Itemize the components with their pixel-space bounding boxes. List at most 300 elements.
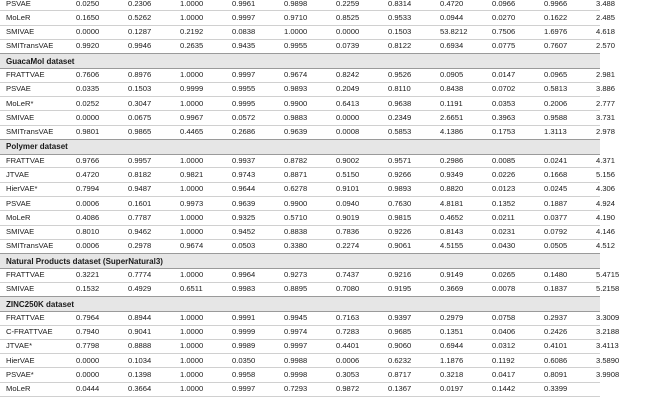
metric-cell: 0.8717 (388, 370, 412, 380)
table-row (0, 25, 616, 40)
metric-cell: 0.0702 (492, 84, 516, 94)
metric-cell: 0.1622 (544, 12, 568, 22)
metric-cell: 0.7994 (76, 184, 100, 194)
metric-cell: 0.3669 (440, 284, 464, 294)
metric-cell: 0.7506 (492, 27, 516, 37)
model-name: PSVAE (6, 0, 31, 8)
metric-cell: 0.0000 (76, 27, 100, 37)
metric-cell: 0.9149 (440, 270, 464, 280)
metric-cell: 0.7283 (336, 327, 360, 337)
metric-cell: 0.0965 (544, 70, 568, 80)
metric-cell: 0.7774 (128, 270, 152, 280)
metric-cell: 0.1192 (492, 355, 515, 365)
metric-cell: 0.0417 (492, 370, 516, 380)
metric-cell: 0.0085 (492, 155, 516, 165)
table-row (0, 353, 620, 368)
metric-cell: 0.4101 (544, 341, 568, 351)
section-title: Polymer dataset (6, 142, 68, 152)
metric-cell: 0.7606 (76, 70, 100, 80)
metric-cell: 0.9961 (232, 0, 256, 8)
model-name: FRATTVAE (6, 270, 45, 280)
metric-cell: 0.0006 (76, 198, 100, 208)
metric-cell: 0.9998 (284, 370, 308, 380)
metric-cell: 0.4401 (336, 341, 360, 351)
metric-cell: 1.0000 (180, 98, 204, 108)
metric-cell: 0.9997 (232, 70, 256, 80)
metric-cell: 0.9674 (180, 241, 204, 251)
metric-cell: 53.8212 (440, 27, 468, 37)
section-title: ZINC250K dataset (6, 299, 75, 309)
model-name: SMITransVAE (6, 41, 54, 51)
metric-cell: 0.9872 (336, 384, 360, 394)
metric-cell: 2.978 (596, 127, 616, 137)
metric-cell: 0.9266 (388, 170, 412, 180)
metric-cell: 0.9999 (232, 327, 256, 337)
metric-cell: 1.0000 (180, 0, 204, 8)
model-name: SMIVAE (6, 112, 35, 122)
metric-cell: 0.2192 (180, 27, 204, 37)
metric-cell: 0.0006 (76, 241, 100, 251)
model-name: SMITransVAE (6, 127, 54, 137)
model-name: PSVAE (6, 84, 31, 94)
metric-cell: 0.5150 (336, 170, 360, 180)
metric-cell: 0.7964 (76, 312, 100, 322)
metric-cell: 0.9821 (180, 170, 204, 180)
metric-cell: 3.488 (596, 0, 616, 8)
metric-cell: 0.1503 (388, 27, 412, 37)
metric-cell: 0.2349 (388, 112, 412, 122)
metric-cell: 0.7293 (284, 384, 308, 394)
metric-cell: 0.0350 (232, 355, 256, 365)
model-name: SMITransVAE (6, 241, 54, 251)
section-title: Natural Products dataset (SuperNatural3) (6, 256, 163, 266)
metric-cell: 1.0000 (180, 312, 204, 322)
metric-cell: 1.3113 (544, 127, 567, 137)
metric-cell: 0.9397 (388, 312, 412, 322)
metric-cell: 0.2686 (232, 127, 256, 137)
metric-cell: 0.8782 (284, 155, 308, 165)
metric-cell: 1.0000 (180, 355, 204, 365)
metric-cell: 0.1191 (440, 98, 463, 108)
table-row (0, 282, 620, 297)
metric-cell: 3.2188 (596, 327, 620, 337)
model-name: PSVAE* (6, 370, 34, 380)
metric-cell: 3.4113 (596, 341, 619, 351)
metric-cell: 0.1034 (128, 355, 152, 365)
metric-cell: 0.5710 (284, 212, 308, 222)
metric-cell: 0.1351 (440, 327, 464, 337)
metric-cell: 0.9638 (388, 98, 412, 108)
metric-cell: 0.8820 (440, 184, 464, 194)
metric-cell: 0.1837 (544, 284, 568, 294)
metric-cell: 0.2978 (128, 241, 152, 251)
metric-cell: 0.9435 (232, 41, 256, 51)
metric-cell: 0.8010 (76, 227, 100, 237)
metric-cell: 0.6278 (284, 184, 308, 194)
metric-cell: 0.5813 (544, 84, 568, 94)
model-name: MoLeR* (6, 98, 34, 108)
metric-cell: 3.3009 (596, 312, 620, 322)
metric-cell: 0.9865 (128, 127, 152, 137)
metric-cell: 0.0940 (336, 198, 360, 208)
section-title: GuacaMol dataset (6, 56, 75, 66)
table-row (0, 310, 620, 325)
metric-cell: 0.8110 (388, 84, 411, 94)
metric-cell: 0.9955 (284, 41, 308, 51)
metric-cell: 0.9988 (284, 355, 308, 365)
metric-cell: 1.0000 (180, 370, 204, 380)
metric-cell: 2.777 (596, 98, 616, 108)
metric-cell: 0.9983 (232, 284, 256, 294)
metric-cell: 0.1887 (544, 198, 568, 208)
metric-cell: 0.2259 (336, 0, 360, 8)
metric-cell: 0.0123 (492, 184, 516, 194)
table-row (0, 96, 616, 111)
model-name: JTVAE (6, 170, 30, 180)
metric-cell: 0.9041 (128, 327, 152, 337)
metric-cell: 0.0252 (76, 98, 100, 108)
metric-cell: 0.9216 (388, 270, 412, 280)
metric-cell: 2.6651 (440, 112, 464, 122)
metric-cell: 0.2274 (336, 241, 360, 251)
model-name: JTVAE* (6, 341, 33, 351)
metric-cell: 0.9898 (284, 0, 308, 8)
metric-cell: 0.9002 (336, 155, 360, 165)
metric-cell: 0.5262 (128, 12, 152, 22)
metric-cell: 0.0008 (336, 127, 360, 137)
metric-cell: 0.0503 (232, 241, 256, 251)
metric-cell: 0.8242 (336, 70, 360, 80)
metric-cell: 0.2426 (544, 327, 568, 337)
metric-cell: 0.9964 (232, 270, 256, 280)
metric-cell: 0.9710 (284, 12, 308, 22)
metric-cell: 0.0406 (492, 327, 516, 337)
metric-cell: 0.2937 (544, 312, 568, 322)
model-name: HierVAE (6, 355, 35, 365)
metric-cell: 0.0000 (76, 112, 100, 122)
table-row (0, 82, 616, 97)
metric-cell: 0.9462 (128, 227, 152, 237)
metric-cell: 5.2158 (596, 284, 620, 294)
metric-cell: 5.4715 (596, 270, 620, 280)
metric-cell: 4.618 (596, 27, 616, 37)
model-name: MoLeR (6, 384, 31, 394)
metric-cell: 4.8181 (440, 198, 464, 208)
metric-cell: 1.0000 (180, 184, 204, 194)
model-name: FRATTVAE (6, 155, 45, 165)
metric-cell: 0.9991 (232, 312, 256, 322)
metric-cell: 0.9997 (232, 384, 256, 394)
model-name: HierVAE* (6, 184, 38, 194)
metric-cell: 0.1503 (128, 84, 152, 94)
metric-cell: 0.9061 (388, 241, 412, 251)
metric-cell: 0.1480 (544, 270, 568, 280)
metric-cell: 0.0226 (492, 170, 516, 180)
metric-cell: 0.0377 (544, 212, 568, 222)
metric-cell: 0.1753 (492, 127, 516, 137)
metric-cell: 4.924 (596, 198, 616, 208)
metric-cell: 0.0944 (440, 12, 464, 22)
metric-cell: 0.9893 (388, 184, 412, 194)
metric-cell: 0.0250 (76, 0, 100, 8)
model-name: C-FRATTVAE (6, 327, 53, 337)
metric-cell: 5.156 (596, 170, 616, 180)
metric-cell: 0.6511 (180, 284, 203, 294)
metric-cell: 0.0792 (544, 227, 568, 237)
metric-cell: 0.8091 (544, 370, 568, 380)
metric-cell: 0.0078 (492, 284, 516, 294)
metric-cell: 0.0245 (544, 184, 568, 194)
table-row (0, 125, 616, 140)
metric-cell: 0.6232 (388, 355, 412, 365)
metric-cell: 0.2006 (544, 98, 568, 108)
metric-cell: 0.9955 (232, 84, 256, 94)
table-row (0, 267, 620, 282)
metric-cell: 0.4465 (180, 127, 204, 137)
metric-cell: 0.9195 (388, 284, 412, 294)
metric-cell: 1.0000 (180, 270, 204, 280)
metric-cell: 0.1601 (128, 198, 152, 208)
metric-cell: 0.0353 (492, 98, 516, 108)
metric-cell: 0.9973 (180, 198, 204, 208)
metric-cell: 0.3963 (492, 112, 516, 122)
metric-cell: 0.9325 (232, 212, 256, 222)
table-row (0, 239, 616, 254)
metric-cell: 0.9273 (284, 270, 308, 280)
metric-cell: 0.9639 (284, 127, 308, 137)
metric-cell: 0.0147 (492, 70, 516, 80)
metric-cell: 4.146 (596, 227, 616, 237)
metric-cell: 1.1876 (440, 355, 464, 365)
metric-cell: 4.512 (596, 241, 616, 251)
metric-cell: 0.3053 (336, 370, 360, 380)
table-row (0, 382, 600, 397)
metric-cell: 0.7836 (336, 227, 360, 237)
metric-cell: 0.0966 (492, 0, 516, 8)
metric-cell: 0.7437 (336, 270, 360, 280)
metric-cell: 0.7787 (128, 212, 152, 222)
metric-cell: 0.3399 (544, 384, 568, 394)
metric-cell: 1.0000 (180, 384, 204, 394)
metric-cell: 0.4720 (440, 0, 464, 8)
metric-cell: 0.8895 (284, 284, 308, 294)
metric-cell: 0.0241 (544, 155, 568, 165)
metric-cell: 0.9957 (128, 155, 152, 165)
metric-cell: 0.0197 (440, 384, 464, 394)
table-row (0, 210, 616, 225)
metric-cell: 1.0000 (284, 27, 308, 37)
metric-cell: 0.9452 (232, 227, 256, 237)
metric-cell: 0.9997 (232, 12, 256, 22)
metric-cell: 0.8438 (440, 84, 464, 94)
metric-cell: 0.9966 (544, 0, 568, 8)
model-name: MoLeR (6, 212, 31, 222)
metric-cell: 0.8976 (128, 70, 152, 80)
metric-cell: 0.9900 (284, 98, 308, 108)
metric-cell: 0.9945 (284, 312, 308, 322)
metric-cell: 4.5155 (440, 241, 464, 251)
metric-cell: 4.190 (596, 212, 616, 222)
metric-cell: 0.7630 (388, 198, 412, 208)
metric-cell: 0.9974 (284, 327, 308, 337)
metric-cell: 0.9946 (128, 41, 152, 51)
metric-cell: 4.371 (596, 155, 616, 165)
metric-cell: 0.7080 (336, 284, 360, 294)
metric-cell: 4.1386 (440, 127, 464, 137)
metric-cell: 0.9958 (232, 370, 256, 380)
metric-cell: 0.5853 (388, 127, 412, 137)
metric-cell: 0.9997 (284, 341, 308, 351)
table-row (0, 325, 620, 340)
metric-cell: 0.8143 (440, 227, 464, 237)
metric-cell: 0.6934 (440, 41, 464, 51)
metric-cell: 0.0000 (76, 355, 100, 365)
model-name: FRATTVAE (6, 70, 45, 80)
metric-cell: 2.570 (596, 41, 616, 51)
metric-cell: 2.485 (596, 12, 616, 22)
metric-cell: 0.8314 (388, 0, 412, 8)
metric-cell: 0.3218 (440, 370, 464, 380)
model-name: MoLeR (6, 12, 31, 22)
metric-cell: 0.1650 (76, 12, 100, 22)
metric-cell: 0.0270 (492, 12, 516, 22)
metric-cell: 0.2306 (128, 0, 152, 8)
metric-cell: 0.9533 (388, 12, 412, 22)
metric-cell: 0.0430 (492, 241, 516, 251)
metric-cell: 0.0444 (76, 384, 100, 394)
metric-cell: 0.0572 (232, 112, 256, 122)
metric-cell: 0.8122 (388, 41, 412, 51)
metric-cell: 0.9644 (232, 184, 256, 194)
metric-cell: 0.0739 (336, 41, 360, 51)
table-row (0, 196, 616, 211)
metric-cell: 0.9101 (336, 184, 360, 194)
metric-cell: 1.0000 (180, 341, 204, 351)
metric-cell: 0.9999 (180, 84, 204, 94)
metric-cell: 0.0505 (544, 241, 568, 251)
metric-cell: 1.0000 (180, 155, 204, 165)
metric-cell: 0.9226 (388, 227, 412, 237)
metric-cell: 0.6944 (440, 341, 464, 351)
table-row (0, 367, 620, 382)
metric-cell: 0.0000 (76, 370, 100, 380)
metric-cell: 0.1287 (128, 27, 152, 37)
metric-cell: 0.1367 (388, 384, 412, 394)
table-row (0, 110, 616, 125)
metric-cell: 0.1668 (544, 170, 568, 180)
metric-cell: 1.0000 (180, 70, 204, 80)
metric-cell: 0.9801 (76, 127, 100, 137)
metric-cell: 0.0838 (232, 27, 256, 37)
metric-cell: 0.1442 (492, 384, 516, 394)
metric-cell: 0.2049 (336, 84, 360, 94)
metric-cell: 0.8888 (128, 341, 152, 351)
table-row (0, 182, 616, 197)
metric-cell: 0.3664 (128, 384, 152, 394)
metric-cell: 0.9487 (128, 184, 152, 194)
table-row (0, 225, 616, 240)
metric-cell: 0.7940 (76, 327, 100, 337)
metric-cell: 0.0758 (492, 312, 516, 322)
metric-cell: 3.731 (596, 112, 616, 122)
metric-cell: 0.1532 (76, 284, 100, 294)
table-row (0, 339, 619, 354)
metric-cell: 0.9639 (232, 198, 256, 208)
metric-cell: 0.8871 (284, 170, 308, 180)
model-name: PSVAE (6, 198, 31, 208)
metric-cell: 0.4086 (76, 212, 100, 222)
metric-cell: 0.9893 (284, 84, 308, 94)
metric-cell: 0.8525 (336, 12, 360, 22)
model-name: SMIVAE (6, 227, 35, 237)
metric-cell: 3.9908 (596, 370, 620, 380)
metric-cell: 0.9674 (284, 70, 308, 80)
metric-cell: 0.9019 (336, 212, 360, 222)
metric-cell: 0.9349 (440, 170, 464, 180)
metric-cell: 0.3221 (76, 270, 100, 280)
metric-cell: 0.0000 (336, 112, 360, 122)
table-row (0, 67, 616, 82)
metric-cell: 1.6976 (544, 27, 568, 37)
metric-cell: 0.8182 (128, 170, 152, 180)
metric-cell: 0.0905 (440, 70, 464, 80)
metric-cell: 0.9526 (388, 70, 412, 80)
metric-cell: 2.981 (596, 70, 616, 80)
table-row (0, 153, 616, 168)
metric-cell: 0.0231 (492, 227, 516, 237)
metric-cell: 0.9743 (232, 170, 256, 180)
metric-cell: 0.6413 (336, 98, 360, 108)
metric-cell: 4.306 (596, 184, 616, 194)
metric-cell: 0.4720 (76, 170, 100, 180)
metric-cell: 0.6086 (544, 355, 568, 365)
metric-cell: 0.0775 (492, 41, 516, 51)
metric-cell: 0.3380 (284, 241, 308, 251)
metric-cell: 3.5890 (596, 355, 620, 365)
metric-cell: 0.3047 (128, 98, 152, 108)
metric-cell: 0.2986 (440, 155, 464, 165)
metric-cell: 0.1352 (492, 198, 516, 208)
table-row (0, 167, 616, 182)
metric-cell: 0.0000 (336, 27, 360, 37)
metric-cell: 0.2635 (180, 41, 204, 51)
metric-cell: 0.1398 (128, 370, 152, 380)
metric-cell: 0.9766 (76, 155, 100, 165)
model-name: SMIVAE (6, 284, 35, 294)
metric-cell: 0.9989 (232, 341, 256, 351)
metric-cell: 0.0006 (336, 355, 360, 365)
table-row (0, 10, 616, 25)
metric-cell: 0.4652 (440, 212, 464, 222)
metric-cell: 0.0675 (128, 112, 152, 122)
metric-cell: 0.9995 (232, 98, 256, 108)
metric-cell: 0.9571 (388, 155, 412, 165)
metric-cell: 3.886 (596, 84, 616, 94)
metric-cell: 0.9588 (544, 112, 568, 122)
metric-cell: 1.0000 (180, 327, 204, 337)
metric-cell: 0.9060 (388, 341, 412, 351)
table-row (0, 39, 616, 54)
metric-cell: 0.4929 (128, 284, 152, 294)
model-name: FRATTVAE (6, 312, 45, 322)
metric-cell: 0.9815 (388, 212, 412, 222)
metric-cell: 0.9685 (388, 327, 412, 337)
metric-cell: 1.0000 (180, 227, 204, 237)
metric-cell: 0.9883 (284, 112, 308, 122)
metric-cell: 0.7798 (76, 341, 100, 351)
metric-cell: 0.8944 (128, 312, 152, 322)
metric-cell: 0.9967 (180, 112, 204, 122)
